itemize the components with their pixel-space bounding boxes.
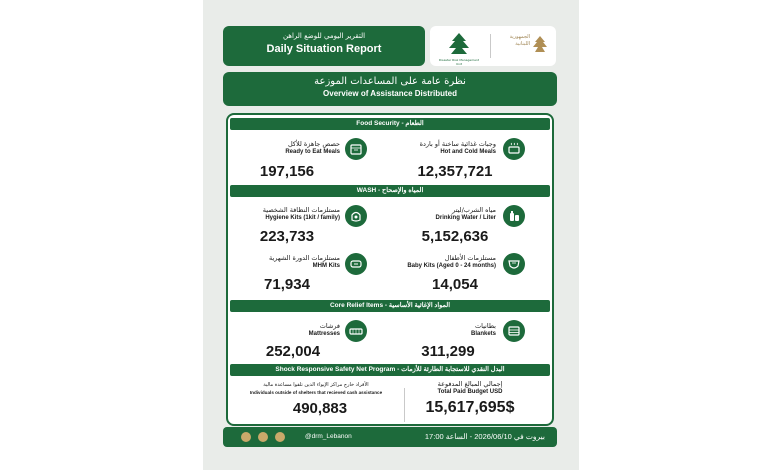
mhm-kit-value: 71,934 bbox=[264, 276, 310, 293]
individuals-label: الأفراد خارج مراكز الإيواء الذين تلقوا مساعدة مالية Individuals outside of shelters that recieved cash assistance bbox=[249, 382, 383, 395]
report-title-en: Daily Situation Report bbox=[266, 43, 382, 55]
overview-title-ar: نظرة عامة على المساعدات الموزعة bbox=[314, 76, 466, 87]
footer-bar bbox=[223, 427, 557, 447]
mhm-kit-label: مستلزمات الدورة الشهرية MHM Kits bbox=[268, 254, 340, 269]
section-core-relief: Core Relief Items - المواد الإغاثية الأساسية bbox=[230, 300, 550, 312]
overview-title-en: Overview of Assistance Distributed bbox=[323, 89, 457, 98]
section-wash: WASH - المياه والإصحاح bbox=[230, 185, 550, 197]
cedar-tree-logo-icon bbox=[446, 32, 472, 56]
blankets-value: 311,299 bbox=[421, 343, 475, 360]
blankets-label: بطانيات Blankets bbox=[470, 322, 496, 337]
facebook-icon[interactable] bbox=[241, 432, 251, 442]
section-cash-program: Shock Responsive Safety Net Program - البدل النقدي للاستجابة الطارئة للأزمات bbox=[230, 364, 550, 376]
drinking-water-icon bbox=[503, 205, 525, 227]
drm-unit-label: Disaster Risk Management Unit bbox=[438, 58, 480, 66]
hot-meals-icon bbox=[503, 138, 525, 160]
ready-meals-value: 197,156 bbox=[259, 163, 315, 180]
drinking-water-label: مياه الشرب/ليتر Drinking Water / Liter bbox=[435, 206, 496, 221]
overview-title bbox=[223, 72, 557, 106]
report-date: بيروت في 2026/06/10 - الساعة 17:00 bbox=[424, 432, 545, 441]
ministry-logo-text: الجمهورية اللبنانية bbox=[509, 34, 530, 47]
mattresses-label: فرشات Mattresses bbox=[308, 322, 340, 337]
hot-meals-value: 12,357,721 bbox=[417, 163, 493, 180]
ready-meals-icon bbox=[345, 138, 367, 160]
individuals-value: 490,883 bbox=[292, 400, 348, 417]
ready-meals-label: حصص جاهزة للأكل Ready to Eat Meals bbox=[285, 140, 340, 155]
cash-divider bbox=[404, 388, 405, 422]
mattresses-icon bbox=[345, 320, 367, 342]
logo-divider bbox=[490, 34, 491, 58]
lebanon-cedar-icon bbox=[532, 35, 548, 55]
budget-label: إجمالي المبالغ المدفوعة Total Paid Budget USD bbox=[437, 380, 503, 395]
report-title-ar: التقرير اليومي للوضع الراهن bbox=[282, 32, 366, 40]
blankets-icon bbox=[503, 320, 525, 342]
baby-kit-value: 14,054 bbox=[432, 276, 478, 293]
drinking-water-value: 5,152,636 bbox=[421, 228, 489, 245]
hot-meals-label: وجبات غذائية ساخنة أو باردة Hot and Cold Meals bbox=[419, 140, 496, 155]
instagram-icon[interactable] bbox=[275, 432, 285, 442]
mattresses-value: 252,004 bbox=[265, 343, 321, 360]
hygiene-kit-icon bbox=[345, 205, 367, 227]
baby-kit-icon bbox=[503, 253, 525, 275]
baby-kit-label: مستلزمات الأطفال Baby Kits (Aged 0 - 24 months) bbox=[407, 254, 496, 269]
logos-box bbox=[430, 26, 556, 66]
x-twitter-icon[interactable] bbox=[258, 432, 268, 442]
mhm-kit-icon bbox=[345, 253, 367, 275]
report-header bbox=[223, 26, 425, 66]
social-handle[interactable]: @drm_Lebanon bbox=[305, 433, 352, 440]
hygiene-kit-value: 223,733 bbox=[259, 228, 315, 245]
section-food-security: Food Security - الطعام bbox=[230, 118, 550, 130]
hygiene-kit-label: مستلزمات النظافة الشخصية Hygiene Kits (1kit / family) bbox=[262, 206, 340, 221]
budget-value: 15,617,695$ bbox=[425, 399, 515, 416]
